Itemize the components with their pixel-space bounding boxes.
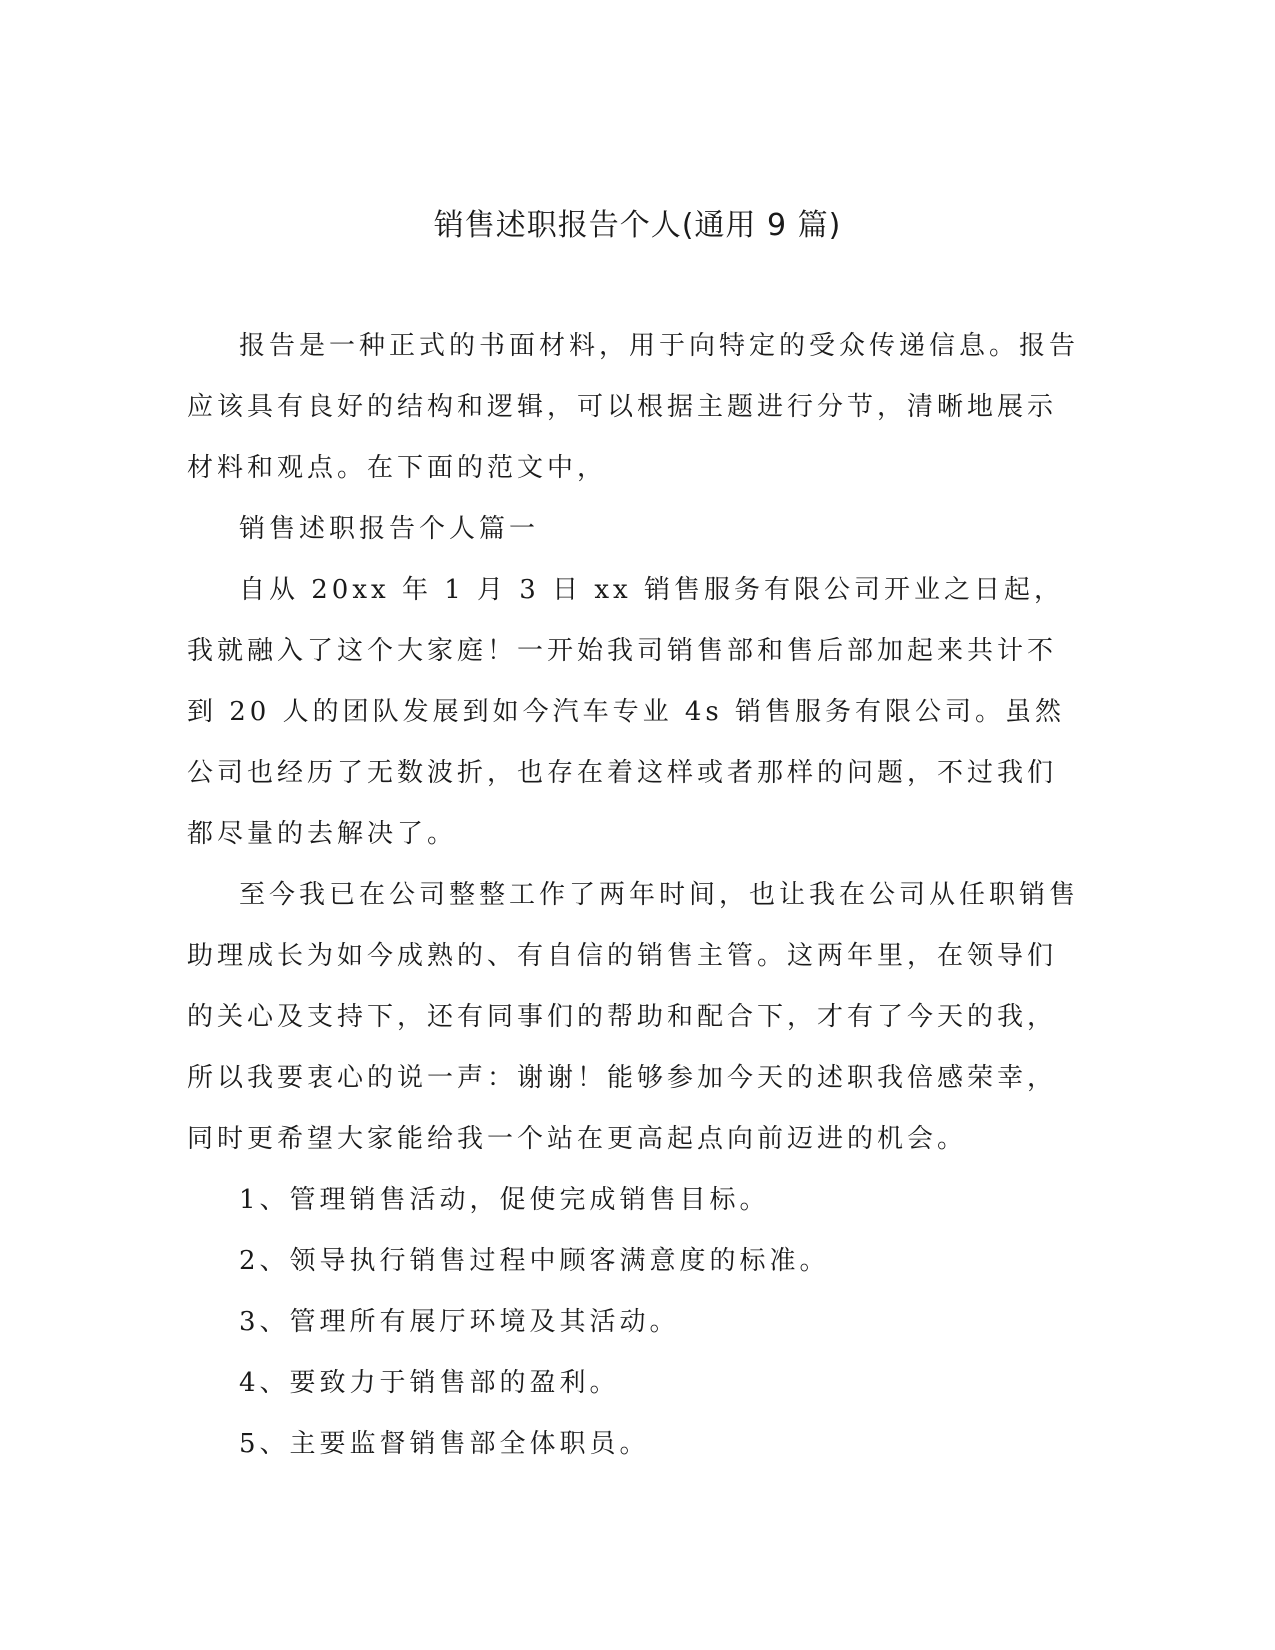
list-item: 5、主要监督销售部全体职员。 [239, 1429, 650, 1459]
document-title: 销售述职报告个人(通用 9 篇) [433, 208, 842, 243]
section-heading: 销售述职报告个人篇一 [239, 514, 540, 544]
document-body [187, 316, 1080, 1475]
intro-paragraph: 报告是一种正式的书面材料，用于向特定的受众传递信息。报告应该具有良好的结构和逻辑，可以根据主题进行分节，清晰地展示材料和观点。在下面的范文中， [187, 331, 1080, 483]
list-item: 2、领导执行销售过程中顾客满意度的标准。 [239, 1246, 830, 1276]
body-paragraph: 至今我已在公司整整工作了两年时间，也让我在公司从任职销售助理成长为如今成熟的、有自信的销售主管。这两年里，在领导们的关心及支持下，还有同事们的帮助和配合下，才有了今天的我，所以我要衷心的说一声：谢谢！能够参加今天的述职我倍感荣幸，同时更希望大家能给我一个站在更高起点向前迈进的机会。 [187, 880, 1080, 1154]
list-item: 1、管理销售活动，促使完成销售目标。 [239, 1185, 770, 1215]
list-item: 3、管理所有展厅环境及其活动。 [239, 1307, 680, 1337]
list-item: 4、要致力于销售部的盈利。 [239, 1368, 620, 1398]
body-paragraph: 自从 20xx 年 1 月 3 日 xx 销售服务有限公司开业之日起，我就融入了这个大家庭！一开始我司销售部和售后部加起来共计不到 20 人的团队发展到如今汽车专业 4s 销售服务有限公司。虽然公司也经历了无数波折，也存在着这样或者那样的问题，不过我们都尽量的去解决了。 [187, 575, 1066, 849]
